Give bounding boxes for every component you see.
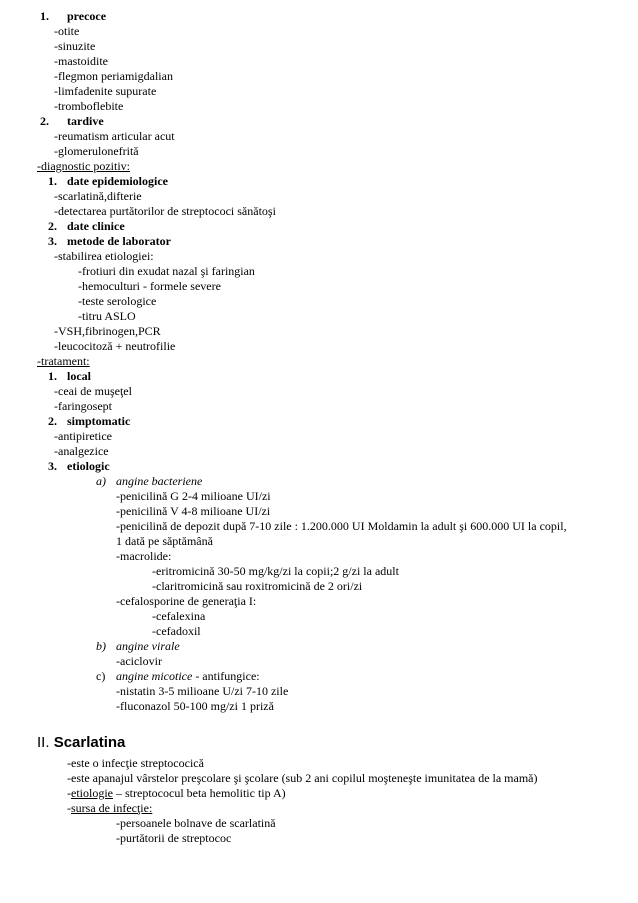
list-marker: b) (96, 639, 106, 653)
dash: - (67, 801, 71, 815)
list-number: 1. (48, 174, 57, 188)
list-item: -macrolide: (116, 549, 172, 563)
subheading-clinice: date clinice (67, 219, 125, 233)
list-item: -este o infecţie streptococică (67, 756, 204, 770)
section-title (37, 734, 125, 752)
list-item: -penicilină de depozit după 7-10 zile : 1.200.000 UI Moldamin la adult şi 600.000 UI la copil, (116, 519, 567, 533)
subheading-laborator: metode de laborator (67, 234, 171, 248)
list-item: -fluconazol 50-100 mg/zi 1 priză (116, 699, 274, 713)
list-number: 2. (48, 414, 57, 428)
list-marker: c) (96, 669, 106, 683)
list-number: 3. (48, 234, 57, 248)
fungal-line (116, 669, 260, 683)
list-number: 2. (48, 219, 57, 233)
subheading-tardive: tardive (67, 114, 104, 128)
list-item: -cefadoxil (152, 624, 201, 638)
etiology-text: – streptococul beta hemolitic tip A) (113, 786, 286, 800)
subheading-angine-virale: angine virale (116, 639, 180, 653)
list-marker: a) (96, 474, 106, 488)
section-heading-diagnostic: -diagnostic pozitiv: (37, 159, 130, 173)
subheading-angine-bacteriene: angine bacteriene (116, 474, 203, 488)
list-item: -analgezice (54, 444, 109, 458)
list-item: -ceai de muşeţel (54, 384, 132, 398)
list-item: -flegmon periamigdalian (54, 69, 173, 83)
list-item: -antipiretice (54, 429, 112, 443)
list-item: -purtătorii de streptococ (116, 831, 232, 845)
list-item: -cefalexina (152, 609, 206, 623)
etiology-line (67, 786, 286, 800)
list-item: -stabilirea etiologiei: (54, 249, 154, 263)
subheading-simptomatic: simptomatic (67, 414, 131, 428)
section-title-text: Scarlatina (53, 734, 126, 751)
list-item: -frotiuri din exudat nazal şi faringian (78, 264, 255, 278)
list-item: -otite (54, 24, 80, 38)
list-item: -persoanele bolnave de scarlatină (116, 816, 276, 830)
subheading-etiologic: etiologic (67, 459, 110, 473)
list-item: -nistatin 3-5 milioane U/zi 7-10 zile (116, 684, 289, 698)
list-item: -eritromicină 30-50 mg/kg/zi la copii;2 g/zi la adult (152, 564, 399, 578)
list-item: -teste serologice (78, 294, 157, 308)
list-item: -hemoculturi - formele severe (78, 279, 221, 293)
list-item: -leucocitoză + neutrofilie (54, 339, 176, 353)
dash: - (67, 786, 71, 800)
section-heading-tratament: -tratament: (37, 354, 90, 368)
list-number: 3. (48, 459, 57, 473)
list-item: -cefalosporine de generaţia I: (116, 594, 257, 608)
list-item: -detectarea purtătorilor de streptococi sănătoşi (54, 204, 276, 218)
list-item: -glomerulonefrită (54, 144, 139, 158)
list-item: -faringosept (54, 399, 112, 413)
list-item: -aciclovir (116, 654, 162, 668)
source-label: sursa de infecţie: (71, 801, 153, 815)
list-item: -este apanajul vârstelor preşcolare şi şcolare (sub 2 ani copilul moşteneşte imunitatea de la mamă) (67, 771, 538, 785)
fungal-suffix: - antifungice: (192, 669, 260, 683)
list-item: -penicilină G 2-4 milioane UI/zi (116, 489, 271, 503)
list-item: -reumatism articular acut (54, 129, 175, 143)
list-item: -claritromicină sau roxitromicină de 2 ori/zi (152, 579, 363, 593)
section-number: II. (37, 734, 50, 751)
source-line (67, 801, 152, 815)
subheading-local: local (67, 369, 91, 383)
subheading-epidemiologic: date epidemiologice (67, 174, 168, 188)
list-item: -titru ASLO (78, 309, 136, 323)
list-item: -mastoidite (54, 54, 108, 68)
list-item: -tromboflebite (54, 99, 124, 113)
list-item: -VSH,fibrinogen,PCR (54, 324, 161, 338)
list-item: -penicilină V 4-8 milioane UI/zi (116, 504, 271, 518)
list-number: 1. (48, 369, 57, 383)
list-number: 1. (40, 9, 49, 23)
list-item: -sinuzite (54, 39, 96, 53)
etiology-label: etiologie (71, 786, 113, 800)
subheading-precoce: precoce (67, 9, 107, 23)
list-item: 1 dată pe săptămână (116, 534, 213, 548)
list-item: -scarlatină,difterie (54, 189, 142, 203)
list-item: -limfadenite supurate (54, 84, 157, 98)
list-number: 2. (40, 114, 49, 128)
subheading-angine-micotice: angine micotice (116, 669, 193, 683)
